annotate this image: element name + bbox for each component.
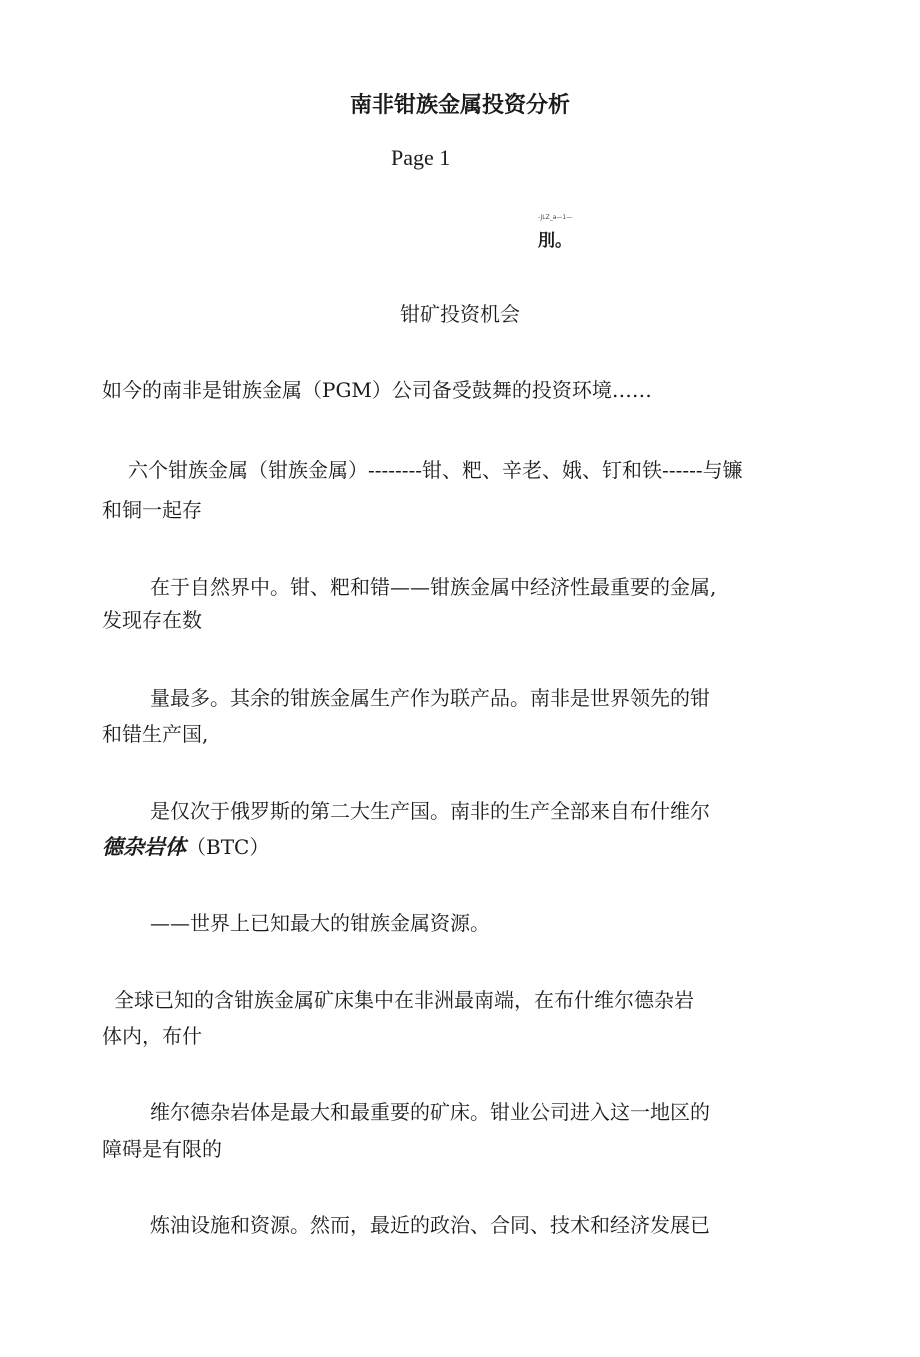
paragraph-line: 在于自然界中。钳、粑和错——钳族金属中经济性最重要的金属, <box>150 575 717 599</box>
paragraph-line: 如今的南非是钳族金属（PGM）公司备受鼓舞的投资环境…… <box>102 378 652 402</box>
document-title: 南非钳族金属投资分析 <box>349 93 570 118</box>
section-heading: 钳矿投资机会 <box>400 302 520 326</box>
paragraph-line: 发现存在数 <box>102 608 202 632</box>
paragraph-line: 体内，布什 <box>102 1024 202 1048</box>
paragraph-line: ——世界上已知最大的钳族金属资源。 <box>150 911 490 935</box>
paragraph-line: 障碍是有限的 <box>102 1137 222 1161</box>
stray-mark-small: -JLZ_a—1— <box>538 214 573 221</box>
emphasis-text: 德杂岩体 <box>102 835 186 859</box>
paragraph-line: 六个钳族金属（钳族金属）--------钳、粑、辛老、娥、钉和铁------与镰 <box>128 458 743 482</box>
paragraph-line: 维尔德杂岩体是最大和最重要的矿床。钳业公司进入这一地区的 <box>150 1100 710 1124</box>
paragraph-line: 量最多。其余的钳族金属生产作为联产品。南非是世界领先的钳 <box>150 686 710 710</box>
paragraph-line <box>102 834 269 860</box>
page-label: Page 1 <box>391 145 451 170</box>
paragraph-line: 是仅次于俄罗斯的第二大生产国。南非的生产全部来自布什维尔 <box>150 799 710 823</box>
paragraph-line: 和错生产国, <box>102 722 209 746</box>
stray-mark: 刖。 <box>538 231 572 251</box>
paragraph-line: 全球已知的含钳族金属矿床集中在非洲最南端，在布什维尔德杂岩 <box>114 988 694 1012</box>
paragraph-line: 和铜一起存 <box>102 498 202 522</box>
paragraph-line: 炼油设施和资源。然而，最近的政治、合同、技术和经济发展已 <box>150 1213 710 1237</box>
abbreviation-text: （BTC） <box>186 835 270 859</box>
